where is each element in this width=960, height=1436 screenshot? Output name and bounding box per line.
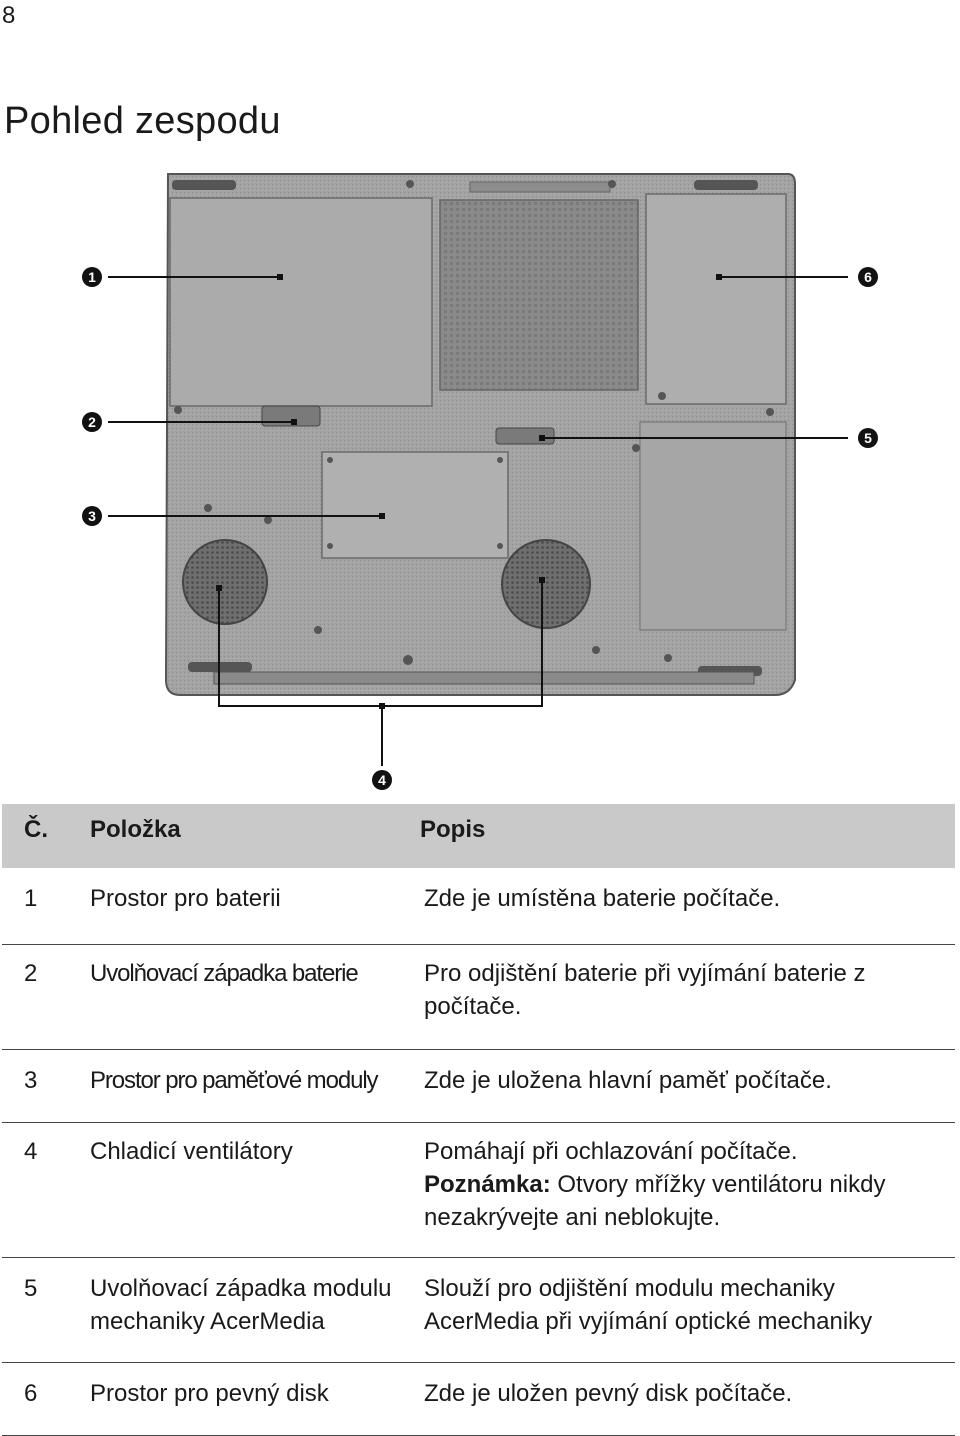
- row-num: 6: [24, 1380, 38, 1407]
- table-row: [2, 1050, 955, 1123]
- center-mesh-panel: [440, 200, 638, 390]
- component-table: [2, 804, 955, 1436]
- row-item: Prostor pro baterii: [90, 885, 281, 912]
- fan-left: [183, 540, 267, 624]
- foot: [694, 180, 758, 190]
- row-num: 3: [24, 1067, 38, 1094]
- callout-6: [858, 267, 878, 287]
- header-item: Položka: [90, 816, 181, 843]
- note-label: Poznámka:: [424, 1171, 551, 1198]
- memory-compartment: [322, 452, 508, 558]
- callout-4: [372, 770, 392, 790]
- row-desc: Zde je umístěna baterie počítače.: [424, 885, 781, 912]
- row-desc: [424, 1135, 954, 1234]
- header-num: Č.: [24, 816, 48, 843]
- row-desc: Slouží pro odjištění modulu mechaniky AcerMedia při vyjímání optické mechaniky: [424, 1275, 873, 1335]
- media-bay-latch: [496, 428, 554, 444]
- note-text: Otvory mřížky ventilátoru nikdy nezakrývejte ani neblokujte.: [424, 1171, 886, 1231]
- page-title: Pohled zespodu: [4, 100, 281, 142]
- foot: [172, 180, 236, 190]
- row-desc-text: Pomáhají při ochlazování počítače.: [424, 1138, 798, 1165]
- row-num: 2: [24, 960, 38, 987]
- row-item: Uvolňovací západka baterie: [90, 960, 358, 987]
- row-item: Chladicí ventilátory: [90, 1138, 293, 1165]
- row-num: 4: [24, 1138, 38, 1165]
- svg-text:3: 3: [88, 508, 96, 524]
- svg-text:1: 1: [88, 269, 96, 285]
- laptop-bottom-figure: [0, 160, 960, 800]
- row-num: 5: [24, 1275, 38, 1302]
- table-header: [2, 804, 955, 868]
- page-number: 8: [2, 2, 16, 29]
- row-desc: Pro odjištění baterie při vyjímání baterie z počítače.: [424, 960, 866, 1020]
- table-row: [2, 868, 955, 945]
- header-desc: Popis: [420, 816, 486, 843]
- table-row: [2, 1363, 955, 1436]
- row-num: 1: [24, 885, 38, 912]
- svg-text:5: 5: [864, 430, 872, 446]
- svg-text:4: 4: [378, 772, 386, 788]
- fan-right: [502, 540, 590, 628]
- table-row: [2, 1123, 955, 1258]
- callout-5: [858, 428, 878, 448]
- callout-3: [82, 506, 102, 526]
- row-desc: Zde je uložena hlavní paměť počítače.: [424, 1067, 832, 1094]
- row-item: Prostor pro paměťové moduly: [90, 1067, 378, 1094]
- svg-text:2: 2: [88, 414, 96, 430]
- table-row: [2, 1258, 955, 1363]
- row-item: Prostor pro pevný disk: [90, 1380, 329, 1407]
- row-item: Uvolňovací západka modulu mechaniky AcerMedia: [90, 1275, 392, 1335]
- svg-text:6: 6: [864, 269, 872, 285]
- callout-1: [82, 267, 102, 287]
- table-row: [2, 945, 955, 1050]
- row-desc: Zde je uložen pevný disk počítače.: [424, 1380, 793, 1407]
- hdd-compartment: [646, 194, 786, 404]
- callout-2: [82, 412, 102, 432]
- battery-compartment: [170, 198, 432, 406]
- laptop-bottom-illustration: [0, 160, 960, 800]
